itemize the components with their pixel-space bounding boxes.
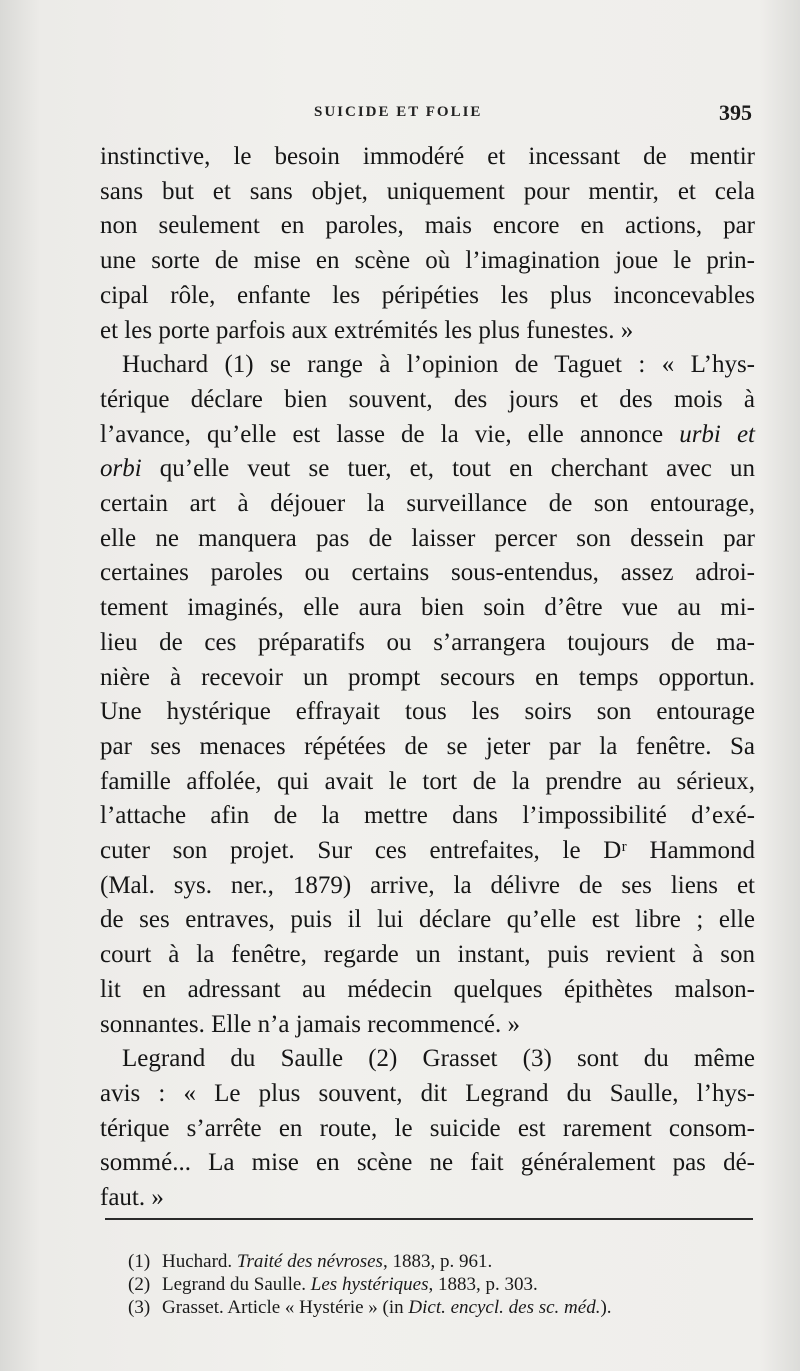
text-line: elle ne manquera pas de laisser percer son dessein par	[100, 524, 755, 552]
text-line: Une hystérique effrayait tous les soirs son entourage	[100, 698, 755, 726]
footnote-reference: ).	[600, 1297, 612, 1318]
footnote-author: Huchard.	[162, 1251, 237, 1272]
text-line: Huchard (1) se range à l’opinion de Taguet : « L’hys-	[122, 351, 755, 379]
footnote-author: Grasset. Article « Hystérie » (in	[162, 1297, 409, 1318]
text-line: sans but et sans objet, uniquement pour mentir, et cela	[100, 177, 755, 205]
text-line: tement imaginés, elle aura bien soin d’être vue au mi-	[100, 594, 755, 622]
text-segment: l’avance, qu’elle est lasse de la vie, elle annonce	[100, 420, 680, 448]
footnote-2	[128, 1273, 768, 1296]
text-line: térique s’arrête en route, le suicide est rarement consom-	[100, 1114, 755, 1142]
text-line: lieu de ces préparatifs ou s’arrangera toujours de ma-	[100, 628, 755, 656]
text-line: faut. »	[100, 1184, 164, 1212]
text-line: famille affolée, qui avait le tort de la prendre au sérieux,	[100, 767, 755, 795]
footnote-number: (3)	[128, 1297, 151, 1318]
footnote-reference: , 1883, p. 961.	[382, 1251, 493, 1272]
footnote-title: Les hystériques	[310, 1274, 429, 1295]
text-line: sommé... La mise en scène ne fait généralement pas dé-	[100, 1149, 755, 1177]
text-line: sonnantes. Elle n’a jamais recommencé. »	[100, 1010, 520, 1038]
footnote-title: Dict. encycl. des sc. méd.	[408, 1297, 601, 1318]
text-line: cipal rôle, enfante les péripéties les plus inconcevables	[100, 281, 755, 309]
text-line: une sorte de mise en scène où l’imagination joue le prin-	[100, 247, 755, 275]
text-line: Legrand du Saulle (2) Grasset (3) sont du même	[122, 1045, 755, 1073]
text-line: certaines paroles ou certains sous-entendus, assez adroi-	[100, 559, 755, 587]
text-line	[100, 418, 755, 453]
text-line	[100, 452, 755, 487]
footnote-3	[128, 1296, 768, 1319]
text-line: térique déclare bien souvent, des jours et des mois à	[100, 385, 755, 413]
text-segment: qu’elle veut se tuer, et, tout en cherchant avec un	[141, 455, 755, 483]
body-text	[100, 140, 755, 1216]
footnote-number: (2)	[128, 1274, 151, 1295]
footnote-title: Traité des névroses	[236, 1251, 383, 1272]
text-line: nière à recevoir un prompt secours en temps opportun.	[100, 663, 755, 691]
footnote-reference: , 1883, p. 303.	[428, 1274, 538, 1295]
footnote-rule	[105, 1218, 753, 1220]
text-line: l’attache afin de la mettre dans l’impossibilité d’exé-	[100, 802, 755, 830]
text-line: certain art à déjouer la surveillance de son entourage,	[100, 490, 755, 518]
footnote-number: (1)	[128, 1251, 151, 1272]
running-head: SUICIDE ET FOLIE	[314, 104, 483, 120]
italic-latin-phrase: urbi et	[679, 420, 755, 448]
text-line: instinctive, le besoin immodéré et incessant de mentir	[100, 143, 755, 170]
text-line: et les porte parfois aux extrémités les plus funestes. »	[100, 316, 634, 344]
footnote-1	[128, 1250, 768, 1273]
text-line: (Mal. sys. ner., 1879) arrive, la délivre de ses liens et	[100, 871, 755, 899]
page-number: 395	[719, 100, 752, 125]
text-line: par ses menaces répétées de se jeter par la fenêtre. Sa	[100, 732, 755, 760]
text-line: avis : « Le plus souvent, dit Legrand du Saulle, l’hys-	[100, 1079, 755, 1107]
text-line: lit en adressant au médecin quelques épithètes malson-	[100, 975, 755, 1003]
text-line: court à la fenêtre, regarde un instant, puis revient à son	[100, 941, 755, 969]
text-line: non seulement en paroles, mais encore en actions, par	[100, 212, 755, 240]
footnote-author: Legrand du Saulle.	[162, 1274, 311, 1295]
text-line: de ses entraves, puis il lui déclare qu’elle est libre ; elle	[100, 906, 755, 934]
footnotes	[128, 1250, 768, 1319]
page-header	[100, 100, 760, 134]
italic-latin-phrase: orbi	[100, 455, 142, 483]
text-line: cuter son projet. Sur ces entrefaites, le Dʳ Hammond	[100, 837, 755, 865]
